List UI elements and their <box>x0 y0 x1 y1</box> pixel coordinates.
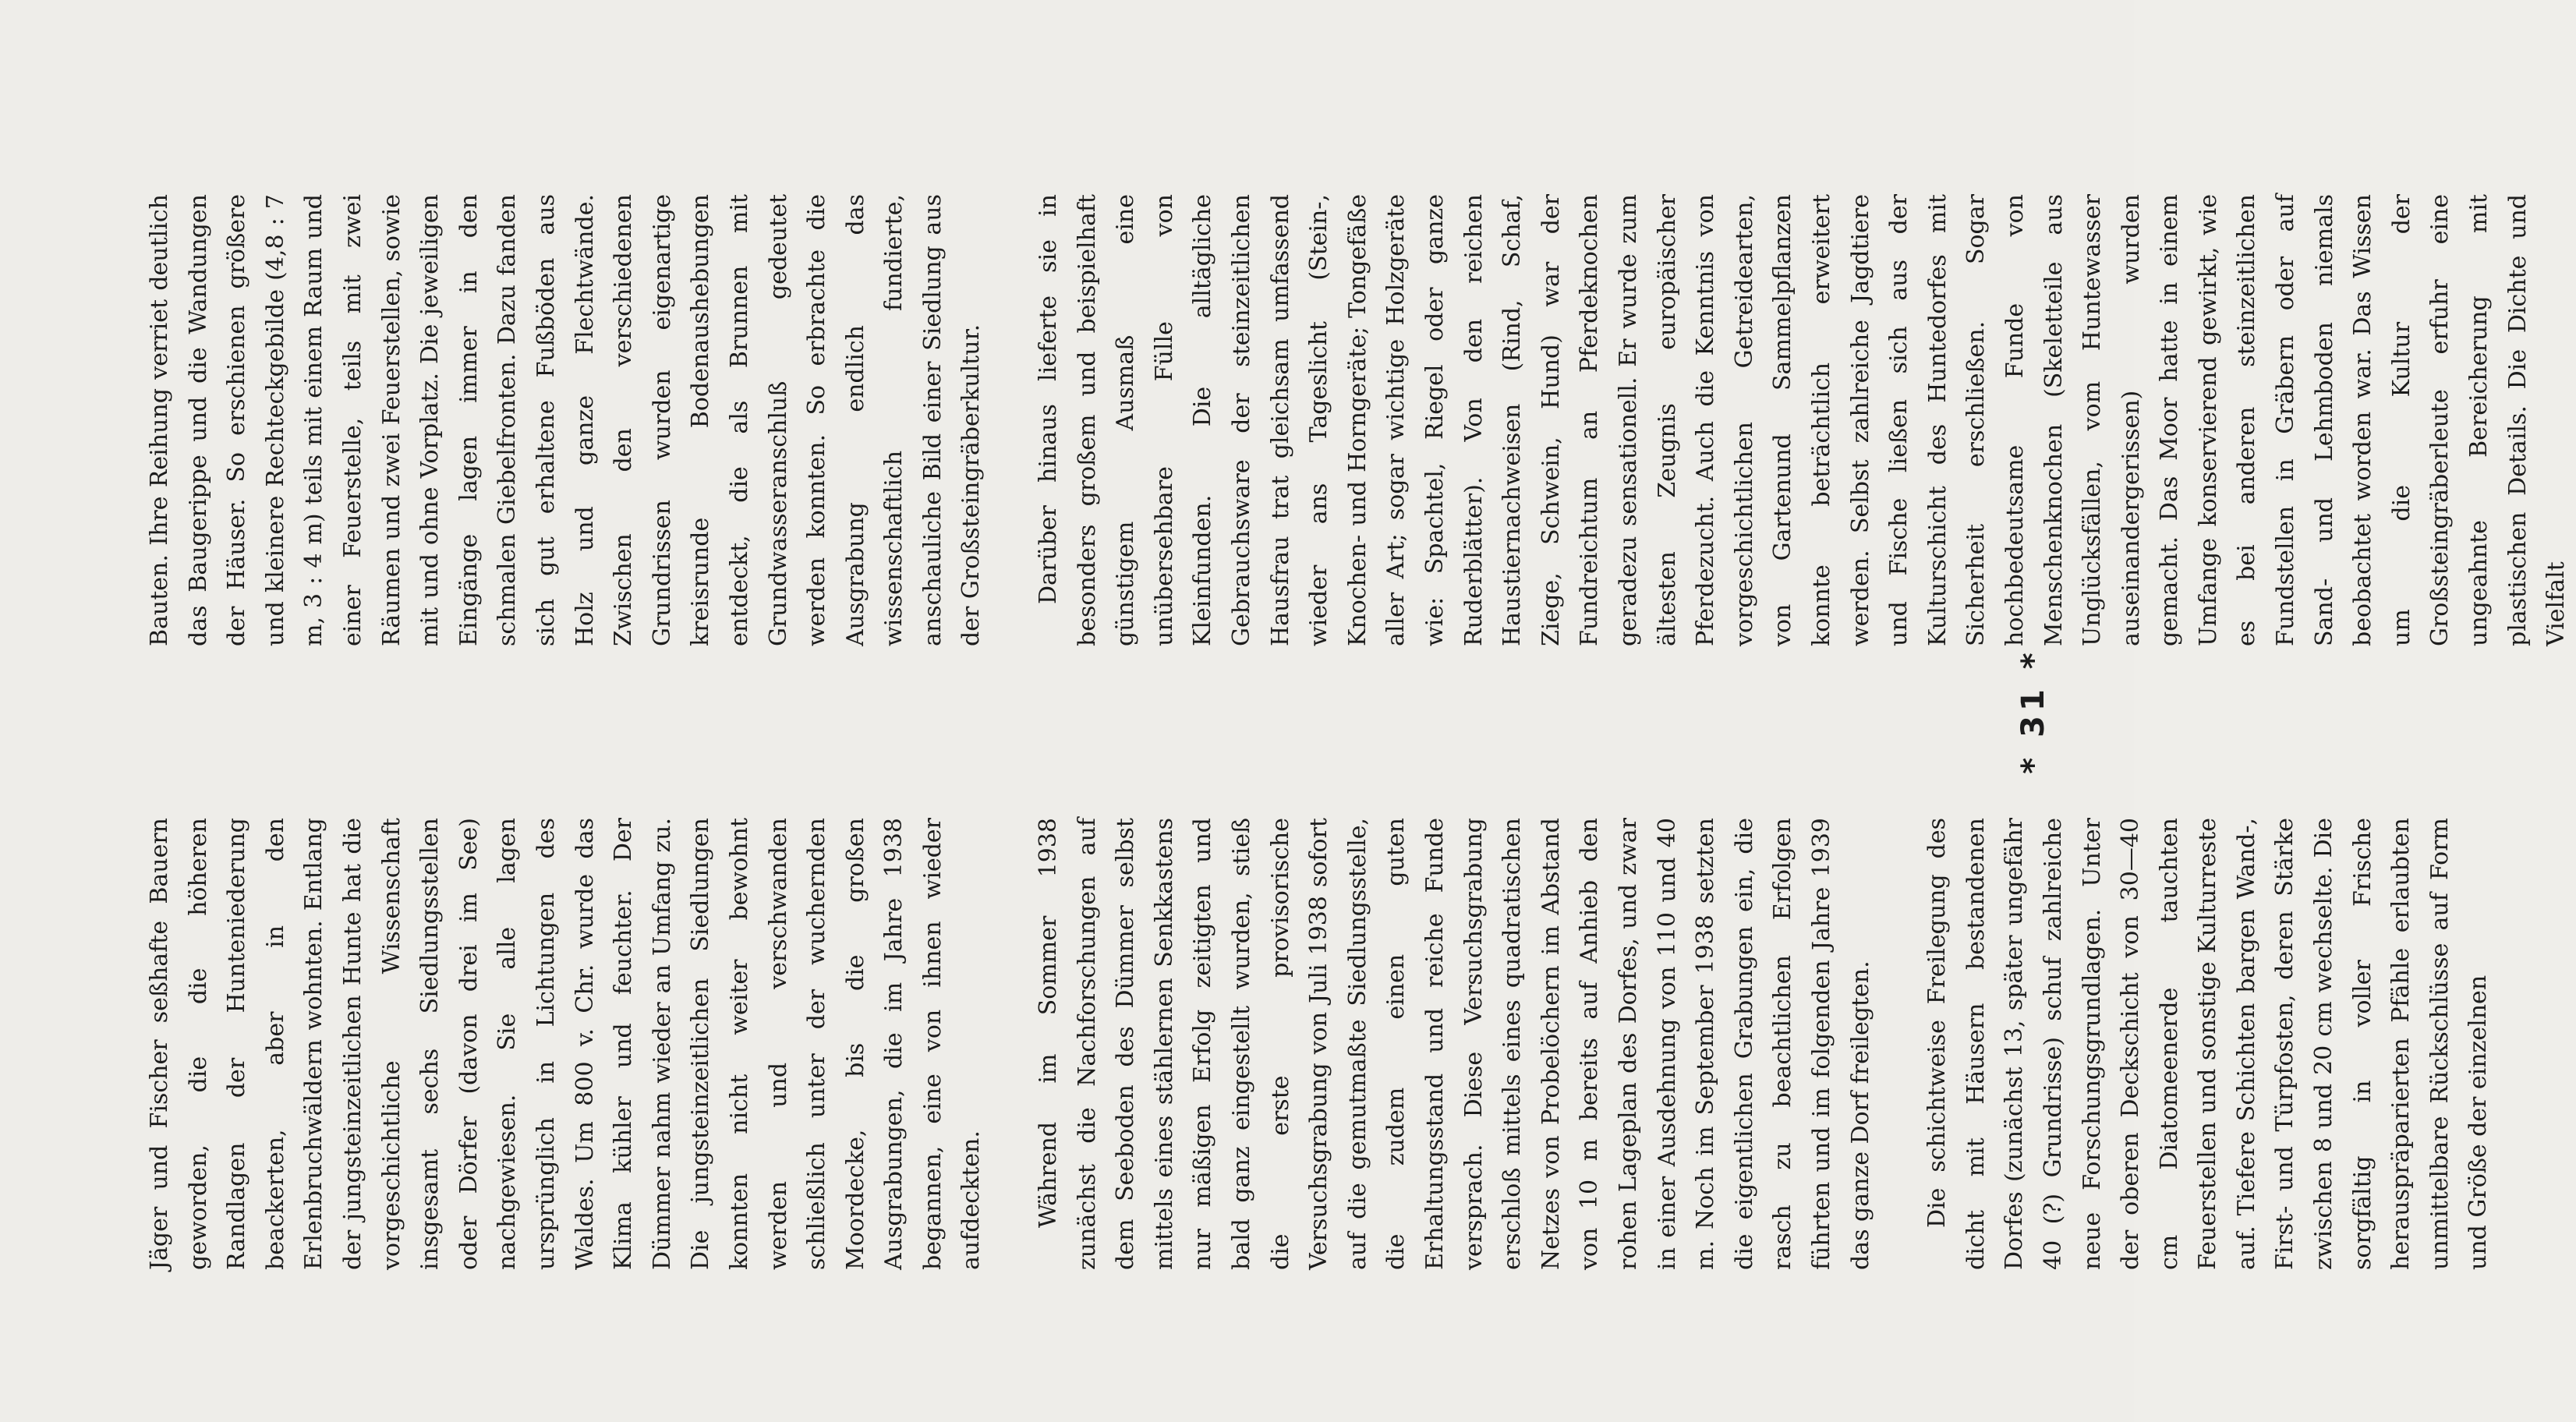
paragraph: Darüber hinaus lieferte sie in besonders großem und beispielhaft günstigem Ausmaß eine unübersehbare Fülle von Kleinfunden. Die alltägliche Gebrauchsware der steinzeitlichen Hausfrau trat gleichsam umfassend wieder ans Tageslicht (Stein-, Knochen- und Horngeräte; Tongefäße aller Art; sogar wichtige Holzgeräte wie: Spachtel, Riegel oder ganze Ruderblätter). Von den reichen Haustiernachweisen (Rind, Schaf, Ziege, Schwein, Hund) war der Fundreichtum an Pferdeknochen geradezu sensationell. Er wurde zum ältesten Zeugnis europäischer Pferdezucht. Auch die Kenntnis von vorgeschichtlichen Getreidearten, von Gartenund Sammelpflanzen konnte beträchtlich erweitert werden. Selbst zahlreiche Jagdtiere und Fische ließen sich aus der Kulturschicht des Huntedorfes mit Sicherheit erschließen. Sogar hochbedeutsame Funde von Menschenknochen (Skeletteile aus Unglücksfällen, vom Huntewasser auseinandergerissen) wurden gemacht. Das Moor hatte in einem Umfange konservierend gewirkt, wie es bei anderen steinzeitlichen Fundstellen in Gräbern oder auf Sand- und Lehmboden niemals beobachtet worden war. Das Wissen um die Kultur der Großsteingräberleute erfuhr eine ungeahnte Bereicherung mit plastischen Details. Die Dichte und Vielfalt <box>1035 194 2571 646</box>
page-number: * 31 * <box>2015 648 2051 774</box>
paragraph: Die schichtweise Freilegung des dicht mit Häusern bestandenen Dorfes (zunächst 13, später ungefähr 40 (?) Grundrisse) schuf zahlreiche neue Forschungsgrundlagen. Unter der oberen Deckschicht von 30—40 cm Diatomeenerde tauchten Feuerstellen und sonstige Kulturreste auf. Tiefere Schichten bargen Wand-, First- und Türpfosten, deren Stärke zwischen 8 und 20 cm wechselte. Die sorgfältig in voller Frische herauspräparierten Pfähle erlaubten unmittelbare Rückschlüsse auf Form und Größe der einzelnen <box>1923 818 2493 1270</box>
paragraph: Während im Sommer 1938 zunächst die Nachforschungen auf dem Seeboden des Dümmer selbst mittels eines stählernen Senkkastens nur mäßigen Erfolg zeitigten und bald ganz eingestellt wurden, stieß die erste provisorische Versuchsgrabung von Juli 1938 sofort auf die gemutmaßte Siedlungsstelle, die zudem einen guten Erhaltungsstand und reiche Funde versprach. Diese Versuchsgrabung erschloß mittels eines quadratischen Netzes von Probelöchern im Abstand von 10 m bereits auf Anhieb den rohen Lageplan des Dorfes, und zwar in einer Ausdehnung von 110 und 40 m. Noch im September 1938 setzten die eigentlichen Grabungen ein, die rasch zu beachtlichen Erfolgen führten und im folgenden Jahre 1939 das ganze Dorf freilegten. <box>1035 818 1874 1270</box>
left-text-column <box>140 818 2498 1270</box>
paragraph: Bauten. Ihre Reihung verriet deutlich das Baugerippe und die Wandungen der Häuser. So erschienen größere und kleinere Rechteckgebilde (4,8 : 7 m, 3 : 4 m) teils mit einem Raum und einer Feuerstelle, teils mit zwei Räumen und zwei Feuerstellen, sowie mit und ohne Vorplatz. Die jeweiligen Eingänge lagen immer in den schmalen Giebelfronten. Dazu fanden sich gut erhaltene Fußböden aus Holz und ganze Flechtwände. Zwischen den verschiedenen Grundrissen wurden eigenartige kreisrunde Bodenaushebungen entdeckt, die als Brunnen mit Grundwasseranschluß gedeutet werden konnten. So erbrachte die Ausgrabung endlich das wissenschaftlich fundierte, anschauliche Bild einer Siedlung aus der Großsteingräberkultur. <box>146 194 985 646</box>
right-text-column <box>140 194 2576 646</box>
paragraph: Jäger und Fischer seßhafte Bauern geworden, die die höheren Randlagen der Hunteniederung beackerten, aber in den Erlenbruchwäldern wohnten. Entlang der jungsteinzeitlichen Hunte hat die vorgeschichtliche Wissenschaft insgesamt sechs Siedlungsstellen oder Dörfer (davon drei im See) nachgewiesen. Sie alle lagen ursprünglich in Lichtungen des Waldes. Um 800 v. Chr. wurde das Klima kühler und feuchter. Der Dümmer nahm wieder an Umfang zu. Die jungsteinzeitlichen Siedlungen konnten nicht weiter bewohnt werden und verschwanden schließlich unter der wuchernden Moordecke, bis die großen Ausgrabungen, die im Jahre 1938 begannen, eine von ihnen wieder aufdeckten. <box>146 818 985 1270</box>
